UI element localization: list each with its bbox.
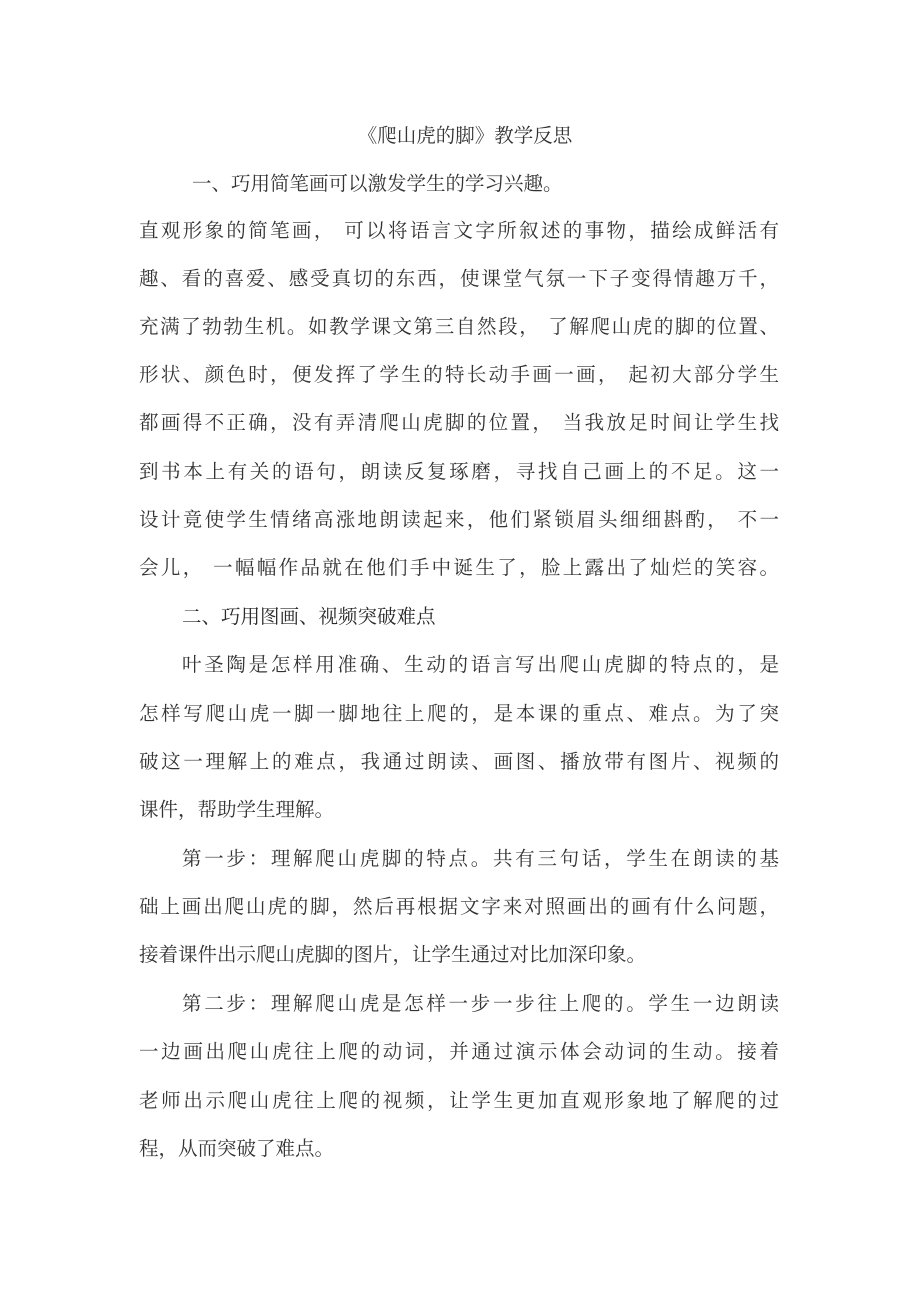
section-2-para-2-line: 第一步：理解爬山虎脚的特点。共有三句话，学生在朗读的基 [182,847,779,870]
section-2-para-1-line: 怎样写爬山虎一脚一脚地往上爬的，是本课的重点、难点。为了突 [139,702,779,725]
section-2-para-2-line: 础上画出爬山虎的脚，然后再根据文字来对照画出的画有什么问题， [139,895,779,918]
section-1-line: 设计竟使学生情绪高涨地朗读起来，他们紧锁眉头细细斟酌， 不一 [139,508,779,531]
section-1-line: 充满了勃勃生机。如教学课文第三自然段， 了解爬山虎的脚的位置、 [139,315,779,338]
section-1-line: 形状、颜色时，便发挥了学生的特长动手画一画， 起初大部分学生 [139,363,779,386]
document-title: 《爬山虎的脚》教学反思 [357,124,573,147]
section-2-para-1-line: 课件，帮助学生理解。 [139,798,335,821]
section-1-line: 直观形象的简笔画， 可以将语言文字所叙述的事物，描绘成鲜活有 [139,219,779,242]
section-1-line: 都画得不正确，没有弄清爬山虎脚的位置， 当我放足时间让学生找 [139,411,779,434]
section-2-para-1-line: 叶圣陶是怎样用准确、生动的语言写出爬山虎脚的特点的，是 [182,653,779,676]
section-2-para-2-line: 接着课件出示爬山虎脚的图片，让学生通过对比加深印象。 [139,943,647,966]
section-2-para-3-line: 老师出示爬山虎往上爬的视频，让学生更加直观形象地了解爬的过 [139,1089,779,1112]
section-2-para-3-line: 一边画出爬山虎往上爬的动词，并通过演示体会动词的生动。接着 [139,1040,779,1063]
section-2-para-3-line: 程，从而突破了难点。 [139,1137,335,1160]
section-2-para-3-line: 第二步：理解爬山虎是怎样一步一步往上爬的。学生一边朗读 [182,992,779,1015]
section-2-heading: 二、巧用图画、视频突破难点 [182,605,436,628]
section-1-line: 趣、看的喜爱、感受真切的东西，使课堂气氛一下子变得情趣万千， [139,267,779,290]
section-1-line: 会儿， 一幅幅作品就在他们手中诞生了，脸上露出了灿烂的笑容。 [139,556,779,579]
section-1-line: 到书本上有关的语句，朗读反复琢磨，寻找自己画上的不足。这一 [139,460,779,483]
section-2-para-1-line: 破这一理解上的难点，我通过朗读、画图、播放带有图片、视频的 [139,750,779,773]
section-1-heading: 一、巧用简笔画可以激发学生的学习兴趣。 [192,172,563,195]
